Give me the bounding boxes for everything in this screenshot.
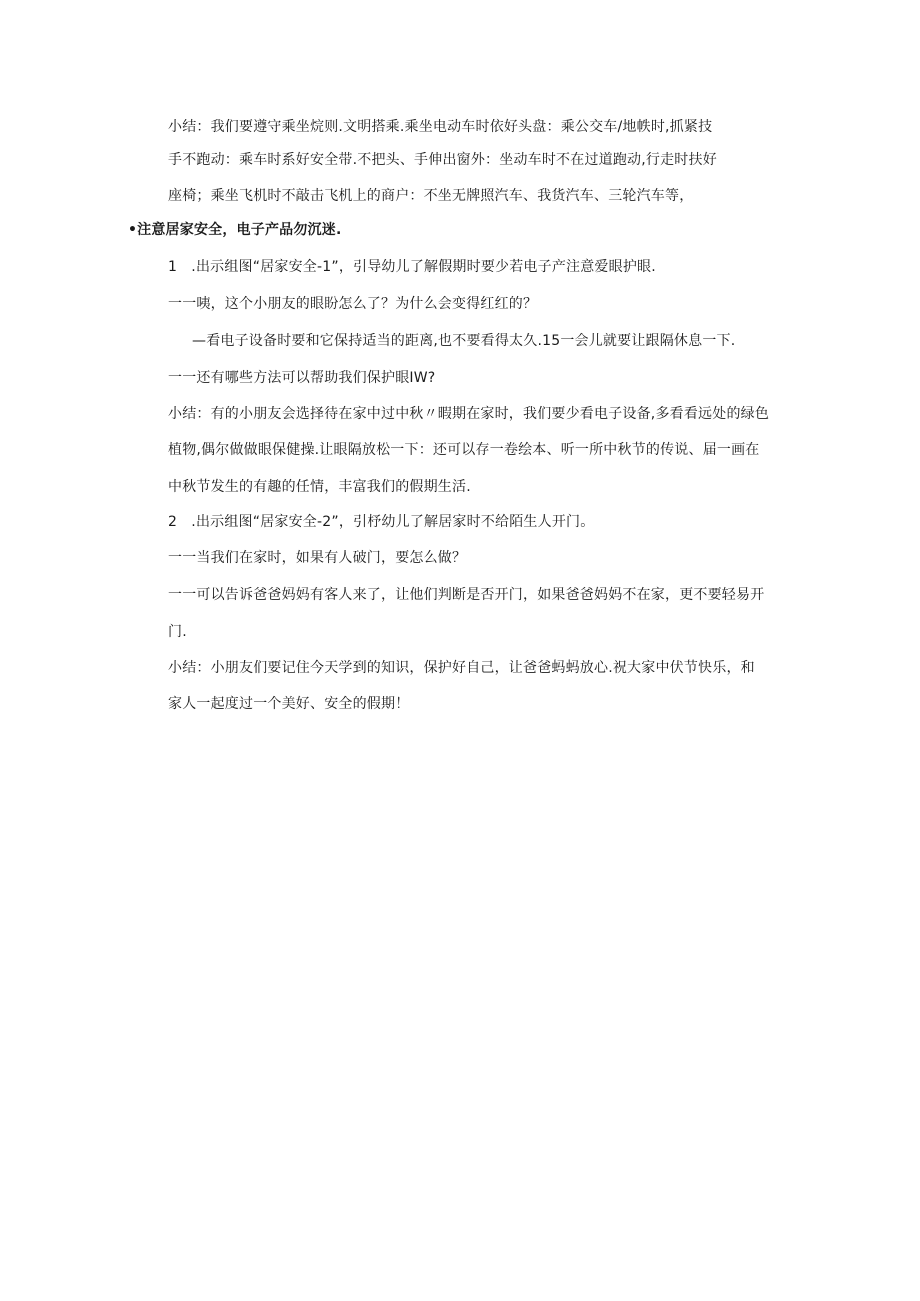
answer-line-2: 一一可以告诉爸爸妈妈有客人来了，让他们判断是否开门，如果爸爸妈妈不在家，更不要轻易开 [168,587,765,603]
question-line-3: 一一当我们在家时，如果有人破门，要怎么做？ [168,550,467,566]
answer-line-2-cont: 门. [168,624,187,640]
step-2: 2 .出示组图“居家安全-2”，引杼幼儿了解居家时不给陌生人开门。 [168,514,595,530]
section-heading: •注意居家安全，电子产品勿沉迷. [128,222,342,238]
question-line-2: 一一还有哪些方法可以帮助我们保护眼IW? [168,370,436,386]
summary-line-1: 小结：我们要遵守乘坐烷则.文明搭乘.乘坐电动车时依好头盘：乘公交车/地帙时,抓紧技 [168,119,713,135]
summary-2-line-3: 中秋节发生的有趣的任情，丰富我们的假期生活. [168,479,471,495]
summary-3-line-1: 小结：小朋友们要记住今天学到的知识，保护好自己，让爸爸蚂蚂放心.祝大家中伏节快乐，和 [168,660,755,676]
summary-line-3: 座椅；乘坐飞机时不敲击飞机上的商户：不坐无牌照汽车、我货汽车、三轮汽车等， [168,188,694,204]
summary-2-line-2: 植物,偶尔做做眼保健操.让眼隔放松一下：还可以存一卷绘本、听一所中秋节的传说、届一画在 [168,442,760,458]
question-line-1: 一一咦，这个小朋友的眼盼怎么了？为什么会变得红红的？ [168,296,538,312]
summary-3-line-2: 家人一起度过一个美好、安全的假期！ [168,696,410,712]
summary-2-line-1: 小结：有的小朋友会选择待在家中过中秋〃暇期在家时，我们要少看电子设备,多看看远处的绿色 [168,406,770,422]
answer-line-1: —看电子设备时要和它保持适当的距离,也不要看得太久.15一会儿就要让跟隔休息一下. [192,333,736,349]
step-1: 1 .出示组图“居家安全-1”，引导幼儿了解假期时要少若电子产注意爱眼护眼. [168,259,656,275]
summary-line-2: 手不跑动：乘车时系好安全带.不把头、手伸出窗外：坐动车时不在过道跑动,行走时扶好 [168,152,717,168]
